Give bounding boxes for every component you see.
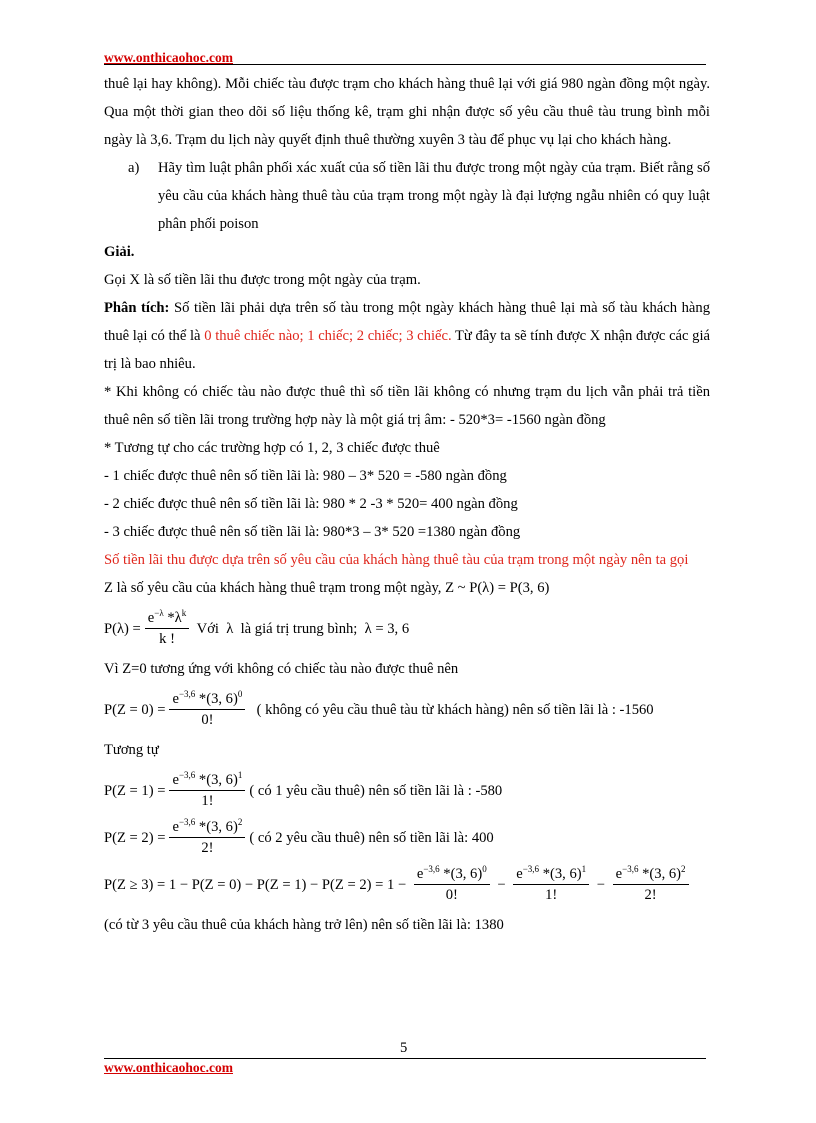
eq-z3 — [104, 864, 710, 905]
similar-line: * Tương tự cho các trường hợp có 1, 2, 3 chiếc được thuê — [104, 440, 440, 456]
question-a-text: Hãy tìm luật phân phối xác xuất của số tiền lãi thu được trong một ngày của trạm. Biết rằng số yêu cầu của khách hàng thuê tàu của trạm trong một ngày là đại lượng ngẫu nhiên có quy luật phân phối poison — [158, 160, 710, 232]
analysis-text1: Số tiền lãi phải dựa trên số tàu trong một ngày khách hàng thuê lại mà số tàu khách hàng thuê lại có thể là — [104, 300, 710, 344]
eq-z3-fraction-1: $\frac{e^{-3,6} *(3, 6)^1}{1!}$ — [513, 864, 589, 905]
poisson-numerator: $e^{-\lambda}$ $*\lambda^k$ — [145, 608, 189, 629]
poisson-lhs: P(λ) = — [104, 620, 141, 637]
eq-z3-lhs: P(Z ≥ 3) = 1 − P(Z = 0) − P(Z = 1) − P(Z = 2) = 1 − — [104, 876, 410, 893]
poisson-formula — [104, 608, 710, 649]
last-line: (có từ 3 yêu cầu thuê của khách hàng trở lên) nên số tiền lãi là: 1380 — [104, 917, 504, 933]
header-site-link[interactable]: www.onthicaohoc.com — [104, 50, 233, 65]
eq-z1-fraction — [169, 770, 245, 811]
z0-intro: Vì Z=0 tương ứng với không có chiếc tàu nào được thuê nên — [104, 661, 459, 677]
analysis-red: 0 thuê chiếc nào; 1 chiếc; 2 chiếc; 3 chiếc. — [204, 328, 452, 344]
eq-z1 — [104, 770, 710, 811]
eq-z2 — [104, 817, 710, 858]
question-a — [128, 154, 710, 238]
analysis-label: Phân tích: — [104, 300, 170, 316]
solution-heading — [104, 238, 710, 266]
footer-rule — [104, 1058, 706, 1059]
intro-paragraph: thuê lại hay không). Mỗi chiếc tàu được trạm cho khách hàng thuê lại với giá 980 ngàn đồng một ngày. Qua một thời gian theo dõi số liệu thống kê, trạm ghi nhận được số yêu cầu thuê tàu trung bình mỗi ngày là 3,6. Trạm du lịch này quyết định thuê thường xuyên 3 tàu để phục vụ lại cho khách hàng. — [104, 76, 710, 148]
tuong-tu-line: Tương tự — [104, 742, 159, 758]
poisson-denominator: k ! — [159, 631, 175, 647]
case3-line: - 3 chiếc được thuê nên số tiền lãi là: 980*3 – 3* 520 =1380 ngàn đồng — [104, 524, 521, 540]
z-def-formula: Z ~ P(λ) = P(3, 6) — [445, 580, 550, 596]
eq-z0 — [104, 689, 710, 730]
eq-z1-denominator: 1! — [201, 793, 214, 809]
red-sentence: Số tiền lãi thu được dựa trên số yêu cầu của khách hàng thuê tàu của trạm trong một ngày nên ta gọi — [104, 552, 689, 568]
analysis-paragraph — [104, 294, 710, 378]
eq-z0-denominator: 0! — [201, 712, 214, 728]
case0-paragraph: * Khi không có chiếc tàu nào được thuê thì số tiền lãi không có nhưng trạm du lịch vẫn phải trả tiền thuê nên số tiền lãi trong trường hợp này là một giá trị âm: - 520*3= -1560 ngàn đồng — [104, 384, 710, 428]
eq-z0-rhs: ( không có yêu cầu thuê tàu từ khách hàng) nên số tiền lãi là : -1560 — [249, 701, 654, 718]
eq-z2-lhs: P(Z = 2) = — [104, 829, 166, 846]
let-x-line: Gọi X là số tiền lãi thu được trong một ngày của trạm. — [104, 272, 421, 288]
question-a-label: a) — [128, 160, 140, 176]
case2-line: - 2 chiếc được thuê nên số tiền lãi là: 980 * 2 -3 * 520= 400 ngàn đồng — [104, 496, 518, 512]
eq-z0-numerator: $e^{-3,6}$ *(3, 6)$^0$ — [169, 689, 245, 710]
solution-heading-text: Giải. — [104, 244, 135, 260]
eq-z3-fraction-0: $\frac{e^{-3,6} *(3, 6)^0}{0!}$ — [414, 864, 490, 905]
analysis-text2: Từ đây ta sẽ tính được X nhận được các giá trị là bao nhiêu. — [104, 328, 710, 372]
page-content — [104, 70, 710, 939]
eq-z2-fraction — [169, 817, 245, 858]
eq-z1-lhs: P(Z = 1) = — [104, 782, 166, 799]
footer-site-link[interactable]: www.onthicaohoc.com — [104, 1060, 233, 1075]
z-definition — [104, 574, 710, 602]
poisson-fraction — [145, 608, 189, 649]
eq-z1-rhs: ( có 1 yêu cầu thuê) nên số tiền lãi là : -580 — [249, 782, 503, 799]
eq-z3-minus-1: − — [493, 876, 510, 893]
eq-z2-rhs: ( có 2 yêu cầu thuê) nên số tiền lãi là: 400 — [249, 829, 494, 846]
eq-z2-denominator: 2! — [201, 840, 214, 856]
eq-z3-fraction-2: $\frac{e^{-3,6} *(3, 6)^2}{2!}$ — [613, 864, 689, 905]
eq-z0-lhs: P(Z = 0) = — [104, 701, 166, 718]
eq-z2-numerator: $e^{-3,6}$ *(3, 6)$^2$ — [169, 817, 245, 838]
header-rule — [104, 64, 706, 65]
z-def-text: Z là số yêu cầu của khách hàng thuê trạm trong một ngày, — [104, 580, 446, 596]
poisson-rhs: Với λ là giá trị trung bình; λ = 3, 6 — [193, 620, 410, 637]
eq-z3-minus-2: − — [593, 876, 609, 893]
eq-z0-fraction — [169, 689, 245, 730]
page-number: 5 — [400, 1040, 408, 1056]
case1-line: - 1 chiếc được thuê nên số tiền lãi là: 980 – 3* 520 = -580 ngàn đồng — [104, 468, 507, 484]
eq-z1-numerator: $e^{-3,6}$ *(3, 6)$^1$ — [169, 770, 245, 791]
